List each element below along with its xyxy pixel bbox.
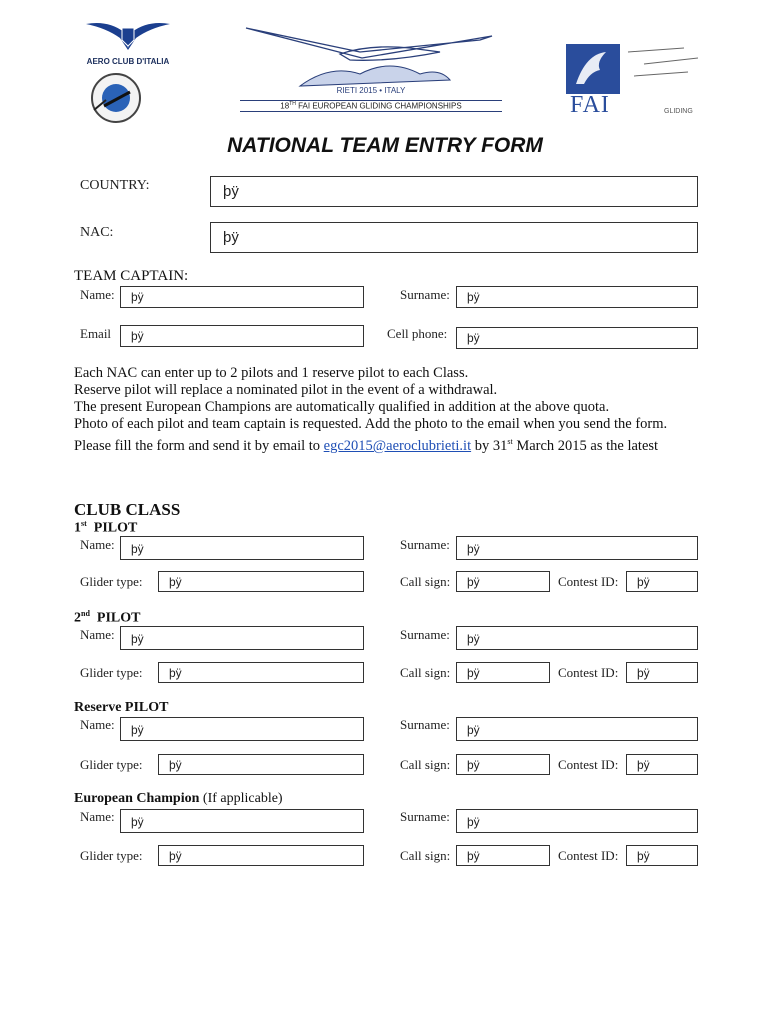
instructions — [74, 365, 684, 455]
club-class-heading: CLUB CLASS — [74, 500, 181, 519]
champion-surname-label: Surname: — [400, 809, 450, 824]
instruction-line-5-sup: st — [507, 437, 513, 446]
reserve-contest-field[interactable]: þÿ — [626, 754, 698, 775]
contact-email-link[interactable]: egc2015@aeroclubrieti.it — [323, 437, 472, 454]
pilot2-contest-field[interactable]: þÿ — [626, 662, 698, 683]
pilot1-name-field[interactable]: þÿ — [120, 536, 364, 560]
pilot1-sup: st — [81, 519, 87, 528]
pilot2-glider-field[interactable]: þÿ — [158, 662, 364, 683]
event-edition-number: 18 — [280, 101, 290, 111]
champion-callsign-label: Call sign: — [400, 848, 451, 863]
team-captain-heading: TEAM CAPTAIN: — [74, 268, 189, 284]
event-line-2 — [240, 100, 502, 112]
pilot2-callsign-field[interactable]: þÿ — [456, 662, 550, 683]
champion-callsign-field[interactable]: þÿ — [456, 845, 550, 866]
reserve-name-label: Name: — [80, 717, 115, 732]
pilot2-number: 2 — [74, 610, 81, 626]
fai-gliding-text: GLIDING — [664, 108, 693, 115]
reserve-pilot-heading: Reserve PILOT — [74, 700, 169, 715]
pilot2-surname-label: Surname: — [400, 627, 450, 642]
champion-contest-label: Contest ID: — [558, 848, 619, 863]
instruction-line-4: Photo of each pilot and team captain is requested. Add the photo to the email when you send the form. — [74, 416, 668, 432]
captain-cell-label: Cell phone: — [387, 326, 448, 341]
champion-name-field[interactable]: þÿ — [120, 809, 364, 833]
pilot1-contest-label: Contest ID: — [558, 574, 619, 589]
champion-contest-field[interactable]: þÿ — [626, 845, 698, 866]
instruction-line-1: Each NAC can enter up to 2 pilots and 1 reserve pilot to each Class. — [74, 365, 469, 381]
pilot1-glider-field[interactable]: þÿ — [158, 571, 364, 592]
captain-cell-field[interactable]: þÿ — [456, 327, 698, 349]
champion-glider-label: Glider type: — [80, 848, 143, 863]
pilot1-title: PILOT — [93, 520, 138, 536]
country-label: COUNTRY: — [80, 178, 150, 193]
pilot2-surname-field[interactable]: þÿ — [456, 626, 698, 650]
event-line-1: RIETI 2015 • ITALY — [336, 86, 406, 95]
circular-seal-icon — [86, 70, 146, 126]
pilot1-heading — [74, 519, 137, 537]
event-edition-sup: TH — [289, 101, 296, 107]
champion-title: European Champion — [74, 791, 200, 806]
captain-email-label: Email — [80, 326, 112, 341]
pilot2-name-label: Name: — [80, 627, 115, 642]
reserve-surname-field[interactable]: þÿ — [456, 717, 698, 741]
instruction-line-5-pre: Please fill the form and send it by email to — [74, 437, 324, 454]
reserve-callsign-label: Call sign: — [400, 757, 451, 772]
instruction-line-3: The present European Champions are automatically qualified in addition at the above quota. — [74, 399, 610, 415]
gliders-formation-icon — [624, 44, 698, 88]
pilot1-glider-label: Glider type: — [80, 574, 143, 589]
reserve-contest-label: Contest ID: — [558, 757, 619, 772]
pilot1-callsign-field[interactable]: þÿ — [456, 571, 550, 592]
reserve-callsign-field[interactable]: þÿ — [456, 754, 550, 775]
winged-shield-icon — [78, 18, 178, 52]
pilot2-name-field[interactable]: þÿ — [120, 626, 364, 650]
pilot1-name-label: Name: — [80, 537, 115, 552]
aero-club-rieti-seal — [86, 70, 146, 126]
champion-surname-field[interactable]: þÿ — [456, 809, 698, 833]
pilot1-surname-field[interactable]: þÿ — [456, 536, 698, 560]
champion-glider-field[interactable]: þÿ — [158, 845, 364, 866]
instruction-line-2: Reserve pilot will replace a nominated pilot in the event of a withdrawal. — [74, 382, 498, 398]
pilot1-contest-field[interactable]: þÿ — [626, 571, 698, 592]
captain-name-label: Name: — [80, 287, 115, 302]
glider-mountain-icon — [240, 18, 502, 88]
instruction-line-5-mid: by 31 — [471, 437, 508, 454]
form-title: NATIONAL TEAM ENTRY FORM — [227, 134, 543, 157]
reserve-glider-label: Glider type: — [80, 757, 143, 772]
fai-text: FAI — [570, 92, 610, 118]
pilot2-heading — [74, 609, 140, 627]
egc-2015-event-logo — [240, 18, 502, 114]
pilot1-callsign-label: Call sign: — [400, 574, 451, 589]
fai-emblem — [566, 44, 620, 94]
captain-email-field[interactable]: þÿ — [120, 325, 364, 347]
country-field[interactable]: þÿ — [210, 176, 698, 207]
champion-title-note: (If applicable) — [199, 791, 283, 806]
pilot2-glider-label: Glider type: — [80, 665, 143, 680]
aero-club-italia-logo — [78, 18, 178, 66]
instruction-line-5-post: March 2015 as the latest — [512, 437, 659, 454]
pilot2-sup: nd — [81, 609, 90, 618]
reserve-surname-label: Surname: — [400, 717, 450, 732]
instruction-line-5 — [74, 433, 684, 455]
captain-name-field[interactable]: þÿ — [120, 286, 364, 308]
pilot1-surname-label: Surname: — [400, 537, 450, 552]
pilot2-title: PILOT — [96, 610, 141, 626]
aero-club-italia-text: AERO CLUB D'ITALIA — [86, 57, 170, 66]
pilot2-contest-label: Contest ID: — [558, 665, 619, 680]
nac-label: NAC: — [80, 225, 114, 240]
eagle-icon — [566, 44, 620, 94]
event-name: FAI EUROPEAN GLIDING CHAMPIONSHIPS — [298, 101, 462, 111]
captain-surname-label: Surname: — [400, 287, 450, 302]
pilot2-callsign-label: Call sign: — [400, 665, 451, 680]
fai-gliding-logo — [566, 44, 698, 118]
champion-name-label: Name: — [80, 809, 115, 824]
captain-surname-field[interactable]: þÿ — [456, 286, 698, 308]
reserve-name-field[interactable]: þÿ — [120, 717, 364, 741]
champion-heading — [74, 791, 283, 807]
pilot1-number: 1 — [74, 520, 81, 536]
nac-field[interactable]: þÿ — [210, 222, 698, 253]
reserve-glider-field[interactable]: þÿ — [158, 754, 364, 775]
